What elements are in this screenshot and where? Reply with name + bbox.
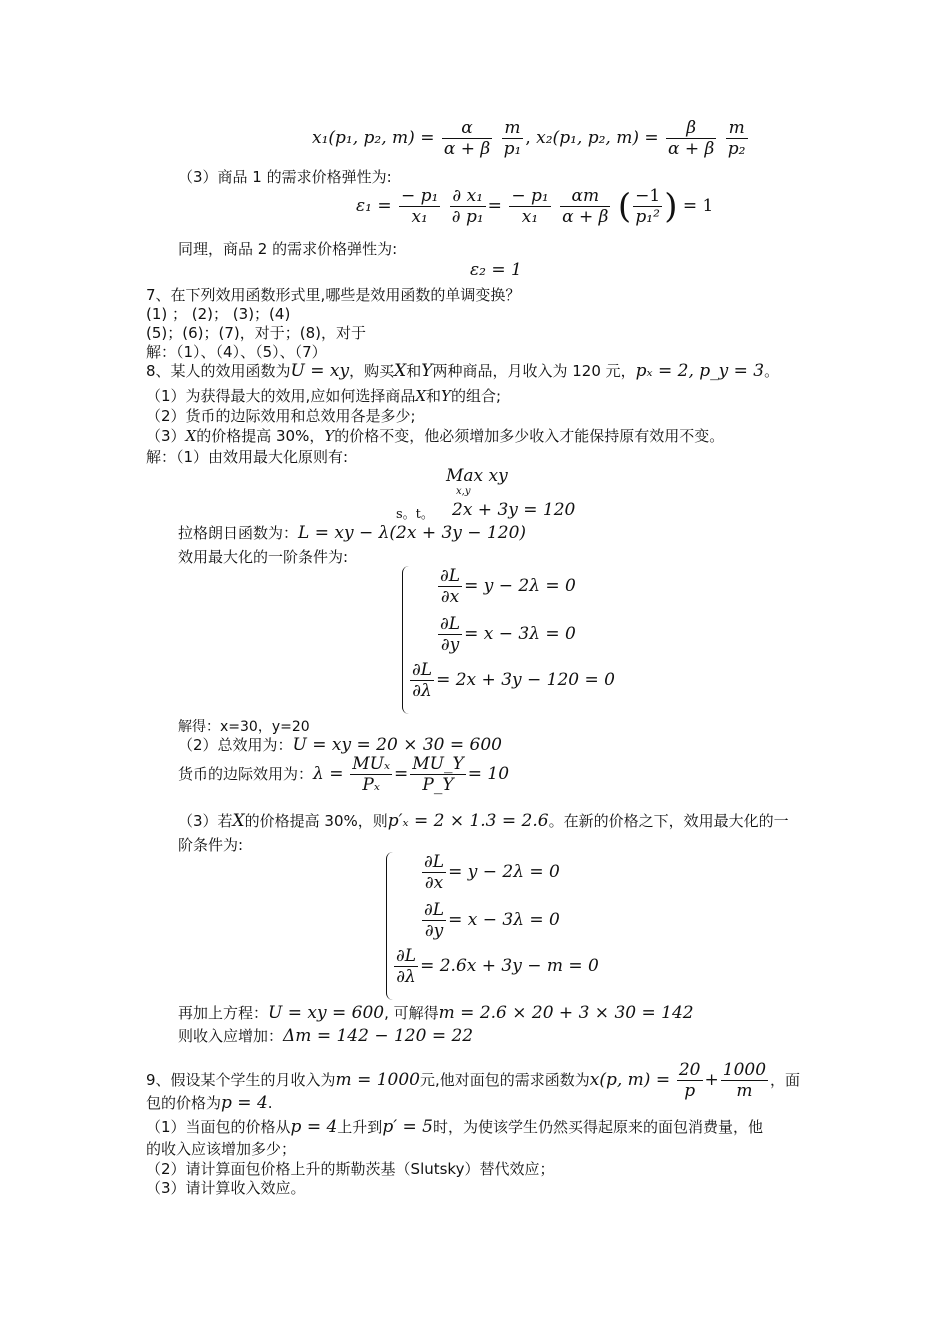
q7-line2: (5)；(6)；(7)，对于；(8)，对于	[146, 324, 366, 342]
budget-constraint: 2x + 3y = 120	[452, 500, 576, 520]
q8-solution-1: 解：（1）由效用最大化原则有:	[146, 448, 349, 466]
q7-title: 7、在下列效用函数形式里,哪些是效用函数的单调变换？	[146, 286, 521, 304]
fraction-m-p1: $\frac{m}{\text{p₁}}$	[503, 118, 522, 159]
q9-sub2: （2）请计算面包价格上升的斯勒茨基（Slutsky）替代效应；	[146, 1160, 555, 1178]
elasticity-1-equation: ε₁ = $\frac{\text{− p₁}}{\text{x₁}}$ $\frac{\text{∂ x₁}}{\text{∂ p₁}}$ = $\frac{\text{− p₁}}{\text{x₁}}$ $\frac{\alpha m}{\alpha + \beta}$ ( $\frac{-1}{\text{p₁²}}$ ) = 1	[356, 186, 714, 227]
total-utility-line: （2）总效用为：U = xy = 20 × 30 = 600	[178, 735, 502, 755]
price-increase-line-2: 阶条件为:	[178, 836, 244, 854]
demand-equation: x₁(p₁, p₂, m) = $\frac{\alpha}{\alpha + \beta}$ $\frac{m}{\text{p₁}}$ , x₂(p₁, p₂, m) = $\frac{\beta}{\alpha + \beta}$ $\frac{m}{\text{p₂}}$	[312, 118, 746, 159]
income-increase-line: 则收入应增加：Δm = 142 − 120 = 22	[178, 1026, 474, 1046]
fraction-m-p2: $\frac{m}{\text{p₂}}$	[727, 118, 746, 159]
st-label: s。t。	[396, 507, 434, 522]
q8-title: 8、某人的效用函数为U = xy，购买X和Y两种商品，月收入为 120 元，pₓ = 2, p_y = 3。	[146, 361, 780, 381]
x2-demand-lhs: x₂(p₁, p₂, m) =	[536, 128, 659, 148]
fraction-alpha: $\frac{\alpha}{\alpha + \beta}$	[443, 118, 491, 159]
q7-answer: 解：（1）、（4）、（5）、（7）	[146, 343, 327, 361]
lagrange-line: 拉格朗日函数为：L = xy − λ(2x + 3y − 120)	[178, 523, 527, 543]
foc-label: 效用最大化的一阶条件为:	[178, 548, 349, 566]
foc2-system: $\frac{\partial L}{\partial x}$ = y − 2λ = 0 $\frac{\partial L}{\partial y}$ = x − 3λ = 0 $\frac{\partial L}{\partial\lambda}$ = 2.6x + 3y − m = 0	[396, 852, 599, 987]
max-objective: Max xy	[446, 466, 508, 486]
q9-title: 9、假设某个学生的月收入为m = 1000元,他对面包的需求函数为x(p, m) = $\frac{20}{p}$ + $\frac{1000}{m}$ ，面	[146, 1060, 801, 1101]
q8-sub2: （2）货币的边际效用和总效用各是多少;	[146, 407, 416, 425]
q9-line2: 包的价格为p = 4.	[146, 1093, 273, 1113]
elasticity-2-text: 同理，商品 2 的需求价格弹性为:	[178, 240, 398, 258]
elasticity-1-text: （3）商品 1 的需求价格弹性为:	[178, 168, 392, 186]
x1-demand-lhs: x₁(p₁, p₂, m) =	[312, 128, 435, 148]
foc-system: $\frac{\partial L}{\partial x}$ = y − 2λ = 0 $\frac{\partial L}{\partial y}$ = x − 3λ = 0 $\frac{\partial L}{\partial\lambda}$ = 2x + 3y − 120 = 0	[412, 566, 615, 701]
solve-line: 解得：x=30，y=20	[178, 719, 310, 735]
max-subscript: x,y	[456, 486, 471, 497]
q9-sub3: （3）请计算收入效应。	[146, 1179, 306, 1197]
q8-sub1: （1）为获得最大的效用,应如何选择商品X和Y的组合;	[146, 387, 501, 405]
fraction-beta: $\frac{\beta}{\alpha + \beta}$	[668, 118, 715, 159]
extra-equation-line: 再加上方程：U = xy = 600, 可解得m = 2.6 × 20 + 3 × 30 = 142	[178, 1003, 694, 1023]
q9-sub1-cont: 的收入应该增加多少；	[146, 1140, 297, 1158]
q8-sub3: （3）X的价格提高 30%，Y的价格不变，他必须增加多少收入才能保持原有效用不变。	[146, 427, 725, 445]
marginal-utility-line: 货币的边际效用为：λ = MUₓ Pₓ = $\frac{MU\_Y}{P\_Y}$ = 10	[178, 754, 510, 795]
q7-line1: (1) ； (2)； (3)；(4)	[146, 305, 291, 323]
q9-sub1: （1）当面包的价格从p = 4上升到p′ = 5时，为使该学生仍然买得起原来的面包消费量，他	[146, 1117, 763, 1137]
price-increase-line: （3）若X的价格提高 30%，则p′ₓ = 2 × 1.3 = 2.6。在新的价格之下，效用最大化的一	[178, 811, 789, 831]
elasticity-2-equation: ε₂ = 1	[470, 260, 522, 280]
